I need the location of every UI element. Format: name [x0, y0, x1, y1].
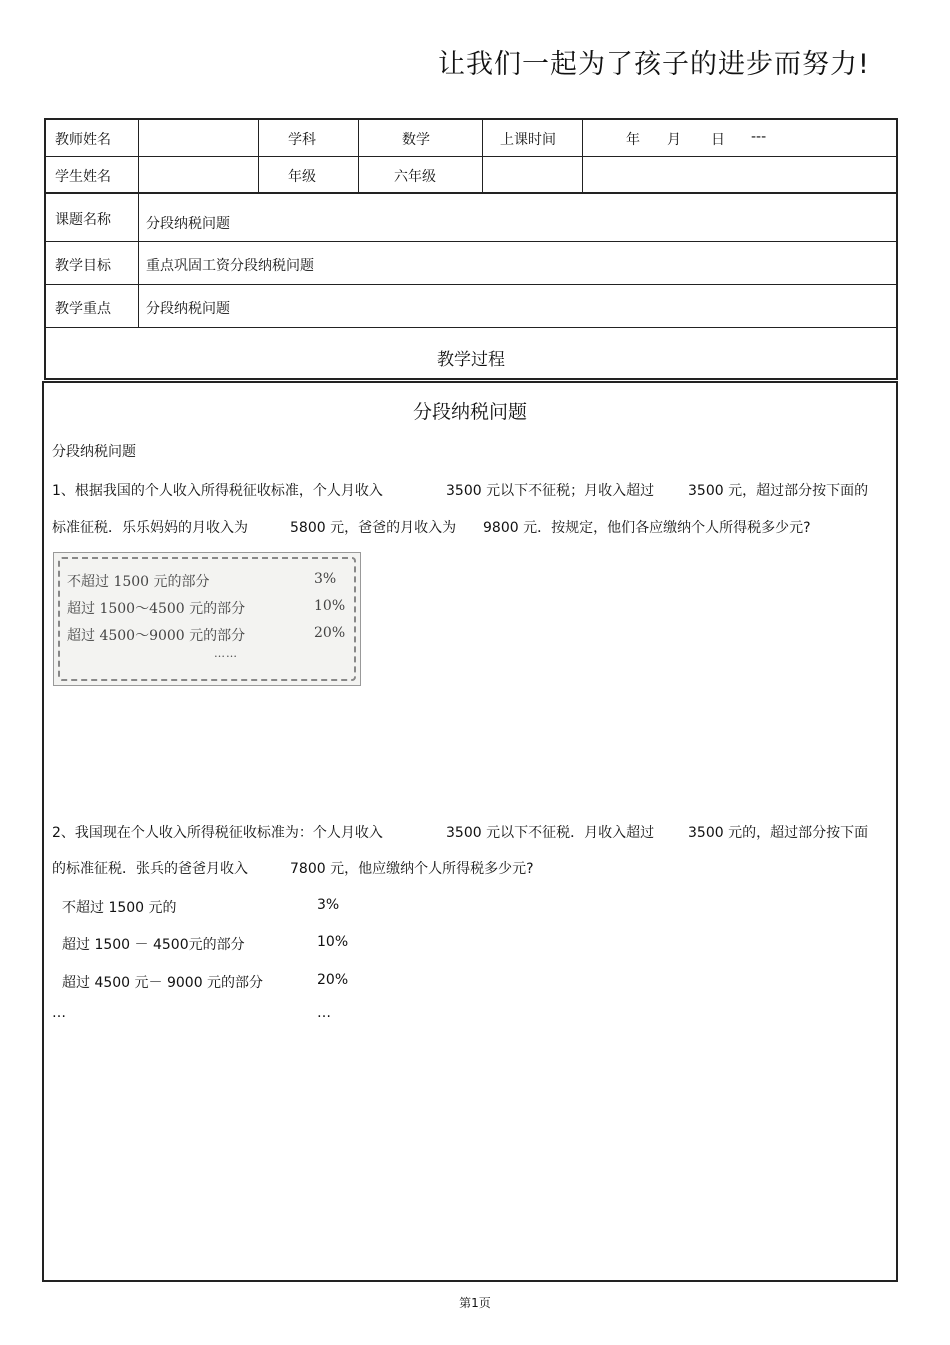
- rate-value: 3%: [314, 571, 337, 587]
- date-year: 年: [626, 132, 640, 148]
- topic-label: 课题名称: [55, 212, 111, 228]
- rate-range: 超过 1500～4500 元的部分: [67, 601, 246, 617]
- date-dash: ---: [751, 129, 767, 145]
- q2-more: …: [52, 1005, 66, 1021]
- q1-text: 标准征税．乐乐妈妈的月收入为: [52, 520, 248, 536]
- row-divider: [46, 284, 896, 285]
- q1-text: 1、根据我国的个人收入所得税征收标准，个人月收入: [52, 483, 383, 499]
- q2-text: 的标准征税．张兵的爸爸月收入: [52, 861, 248, 877]
- rate-value: 10%: [314, 598, 346, 614]
- col-divider: [582, 120, 583, 192]
- q2-rate-range: 超过 4500 元－ 9000 元的部分: [62, 975, 264, 991]
- q2-rate-range: 超过 1500 － 4500元的部分: [62, 937, 245, 953]
- teaching-process-title: 教学过程: [437, 350, 505, 370]
- q2-rate-value: 10%: [317, 934, 349, 950]
- q2-rate-range: 不超过 1500 元的: [62, 900, 177, 916]
- col-divider: [358, 120, 359, 192]
- section-title: 分段纳税问题: [412, 401, 527, 423]
- rate-more: ……: [214, 647, 238, 660]
- slogan: 让我们一起为了孩子的进步而努力!: [438, 49, 870, 80]
- focus-label: 教学重点: [55, 301, 111, 317]
- q2-text: 3500 元以下不征税．月收入超过: [446, 825, 655, 841]
- date-day: 日: [711, 132, 725, 148]
- q2-rate-value: 20%: [317, 972, 349, 988]
- class-time-label: 上课时间: [500, 132, 556, 148]
- row-divider: [46, 241, 896, 242]
- col-divider: [138, 120, 139, 327]
- q1-text: 3500 元以下不征税；月收入超过: [446, 483, 655, 499]
- topic-value: 分段纳税问题: [146, 216, 230, 232]
- rate-value: 20%: [314, 625, 346, 641]
- goal-value: 重点巩固工资分段纳税问题: [146, 258, 314, 274]
- teaching-process-body: [42, 381, 898, 1282]
- q1-text: 5800 元，爸爸的月收入为: [290, 520, 457, 536]
- col-divider: [482, 120, 483, 192]
- col-divider: [258, 120, 259, 192]
- q2-rate-value: 3%: [317, 897, 340, 913]
- teacher-label: 教师姓名: [55, 132, 111, 148]
- q2-text: 3500 元的，超过部分按下面: [688, 825, 869, 841]
- row-divider: [46, 192, 896, 194]
- subject-label: 学科: [288, 132, 316, 148]
- rate-range: 超过 4500～9000 元的部分: [67, 628, 246, 644]
- goal-label: 教学目标: [55, 258, 111, 274]
- lesson-info-table: [44, 118, 898, 380]
- grade-label: 年级: [288, 169, 316, 185]
- student-label: 学生姓名: [55, 169, 111, 185]
- row-divider: [46, 327, 896, 328]
- rate-range: 不超过 1500 元的部分: [67, 574, 210, 590]
- tax-rate-note-image: [53, 552, 361, 686]
- row-divider: [46, 156, 896, 157]
- date-month: 月: [667, 132, 681, 148]
- q2-text: 2、我国现在个人收入所得税征收标准为：个人月收入: [52, 825, 383, 841]
- grade-value: 六年级: [394, 169, 436, 185]
- q2-more: …: [317, 1005, 331, 1021]
- q1-text: 9800 元．按规定，他们各应缴纳个人所得税多少元?: [483, 520, 811, 536]
- focus-value: 分段纳税问题: [146, 301, 230, 317]
- q1-text: 3500 元，超过部分按下面的: [688, 483, 869, 499]
- q2-text: 7800 元，他应缴纳个人所得税多少元?: [290, 861, 534, 877]
- subject-value: 数学: [402, 132, 430, 148]
- page-number: 第1页: [459, 1296, 491, 1310]
- section-subtitle: 分段纳税问题: [52, 444, 136, 460]
